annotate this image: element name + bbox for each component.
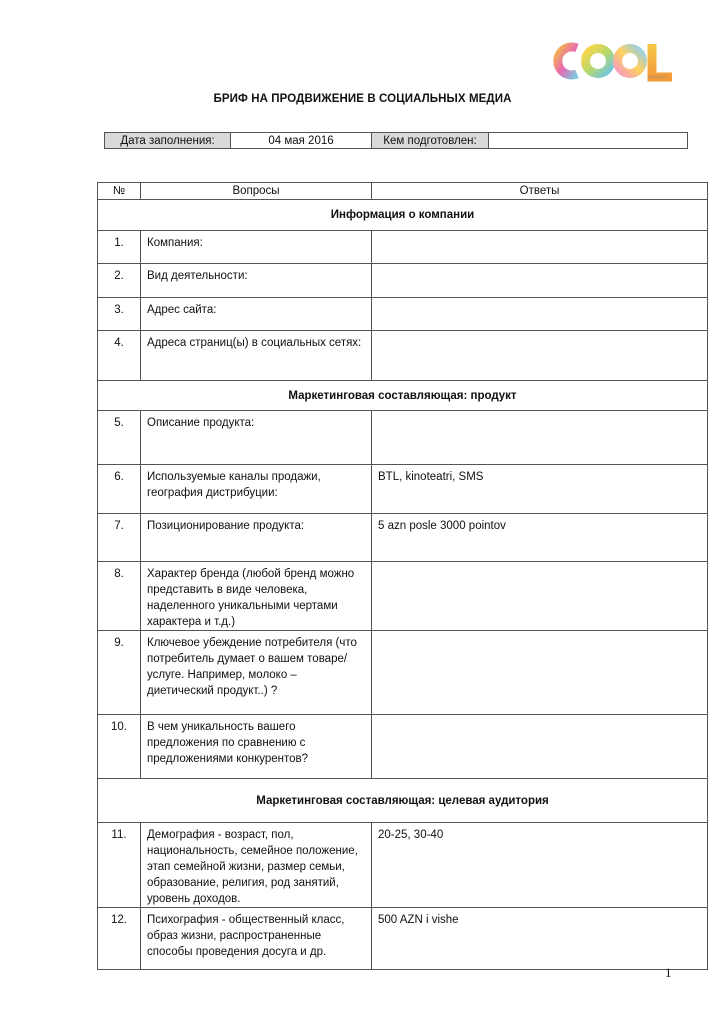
row-number: 9.: [98, 631, 141, 715]
row-answer[interactable]: [372, 264, 708, 298]
prepared-label: Кем подготовлен:: [372, 133, 489, 149]
row-answer[interactable]: [372, 231, 708, 264]
row-number: 1.: [98, 231, 141, 264]
row-number: 6.: [98, 465, 141, 514]
row-answer[interactable]: [372, 631, 708, 715]
section-title-company: Информация о компании: [98, 200, 708, 231]
row-answer[interactable]: [372, 331, 708, 381]
header-questions: Вопросы: [141, 183, 372, 200]
row-number: 7.: [98, 514, 141, 562]
row-answer[interactable]: [372, 715, 708, 779]
row-answer[interactable]: [372, 411, 708, 465]
row-number: 4.: [98, 331, 141, 381]
row-question: Психография - общественный класс, образ жизни, распространенные способы проведения досуга и др.: [141, 908, 372, 970]
row-question: Демография - возраст, пол, национальность, семейное положение, этап семейной жизни, размер семьи, образование, религия, род занятий, уровень доходов.: [141, 823, 372, 908]
meta-table: [104, 132, 688, 149]
row-answer[interactable]: [372, 298, 708, 331]
row-number: 2.: [98, 264, 141, 298]
row-answer[interactable]: 500 AZN i vishe: [372, 908, 708, 970]
brief-table: [97, 182, 708, 970]
row-question: В чем уникальность вашего предложения по сравнению с предложениями конкурентов?: [141, 715, 372, 779]
row-answer[interactable]: BTL, kinoteatri, SMS: [372, 465, 708, 514]
row-question: Ключевое убеждение потребителя (что потребитель думает о вашем товаре/услуге. Например, молоко – диетический продукт..) ?: [141, 631, 372, 715]
row-question: Характер бренда (любой бренд можно представить в виде человека, наделенного уникальными чертами характера и т.д.): [141, 562, 372, 631]
row-answer[interactable]: 20-25, 30-40: [372, 823, 708, 908]
row-answer[interactable]: [372, 562, 708, 631]
row-question: Позиционирование продукта:: [141, 514, 372, 562]
row-number: 11.: [98, 823, 141, 908]
section-title-product: Маркетинговая составляющая: продукт: [98, 381, 708, 411]
header-answers: Ответы: [372, 183, 708, 200]
header-num: №: [98, 183, 141, 200]
logo-subtext: AGENCY: [649, 74, 668, 79]
date-value[interactable]: 04 мая 2016: [231, 133, 372, 149]
row-question: Компания:: [141, 231, 372, 264]
row-question: Адрес сайта:: [141, 298, 372, 331]
section-title-audience: Маркетинговая составляющая: целевая аудитория: [98, 779, 708, 823]
row-number: 12.: [98, 908, 141, 970]
row-question: Используемые каналы продажи, география дистрибуции:: [141, 465, 372, 514]
date-label: Дата заполнения:: [105, 133, 231, 149]
row-number: 3.: [98, 298, 141, 331]
row-question: Вид деятельности:: [141, 264, 372, 298]
row-number: 5.: [98, 411, 141, 465]
row-answer[interactable]: 5 azn posle 3000 pointov: [372, 514, 708, 562]
row-number: 10.: [98, 715, 141, 779]
page-number: 1: [665, 965, 672, 980]
document-title: БРИФ НА ПРОДВИЖЕНИЕ В СОЦИАЛЬНЫХ МЕДИА: [213, 93, 512, 105]
prepared-value[interactable]: [489, 133, 688, 149]
row-question: Описание продукта:: [141, 411, 372, 465]
row-question: Адреса страниц(ы) в социальных сетях:: [141, 331, 372, 381]
row-number: 8.: [98, 562, 141, 631]
